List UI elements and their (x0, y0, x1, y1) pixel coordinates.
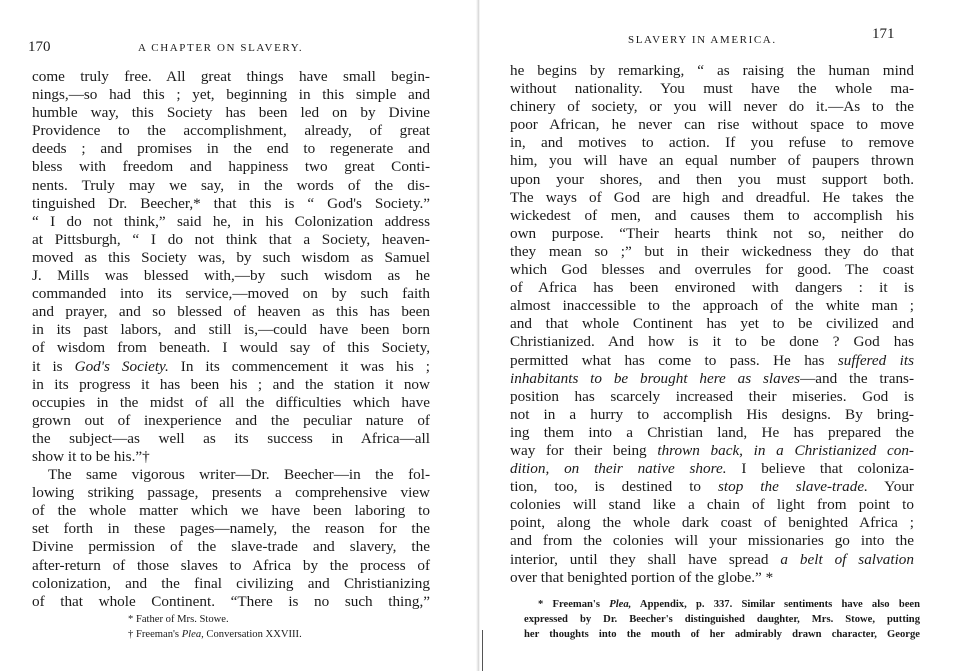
text-line: J. Mills was blessed with,—by such wisdom as he (32, 267, 430, 285)
text-line: the subject—as well as its success in Africa—all (32, 429, 430, 447)
text-line: position has scarcely increased their miseries. God is (510, 387, 914, 405)
italic-text: a belt of salvation (780, 550, 914, 568)
left-page (0, 0, 470, 671)
book-gutter (476, 0, 480, 671)
text-line: without nationality. You must have the whole ma- (510, 80, 914, 98)
footnote-father: * Father of Mrs. Stowe. (128, 614, 229, 625)
text-line: occupies in the midst of all the difficulties which have (32, 393, 430, 411)
text-line: and that whole Continent has yet to be civilized and (510, 315, 914, 333)
text-line: Divine permission of the slave-trade and slavery, the (32, 538, 430, 556)
text-run: Your (867, 478, 914, 496)
text-line: commanded into its service,—moved on by such faith (32, 285, 430, 303)
italic-text: thrown back, in a Christianized con- (657, 441, 914, 459)
italic-text: dition, on their native shore. (510, 460, 727, 478)
text-run: Appendix, p. 337. Similar sentiments have also been (631, 599, 921, 610)
text-line: bless with freedom and happiness two great Conti- (32, 158, 430, 176)
text-run: —and the trans- (800, 369, 915, 387)
text-line: in its past labors, and still is,—could have been born (32, 321, 430, 339)
text-line: tinguished Dr. Beecher,* that this is “ God's Society.” (32, 194, 430, 212)
text-line: poor African, he never can rise without space to move (510, 116, 914, 134)
italic-text: inhabitants to be brought here as slaves (510, 369, 801, 387)
text-line: which God blesses and overrules for good. The coast (510, 261, 914, 279)
text-line: in, and motives to action. If you refuse to remove (510, 134, 914, 152)
italic-text: God's Society. (74, 357, 169, 375)
text-line: The ways of God are high and dreadful. He takes the (510, 188, 914, 206)
text-line (510, 460, 914, 478)
text-line: point, along the whole dark coast of benighted Africa ; (510, 514, 914, 532)
text-line: of the whole matter which we have been laboring to (32, 502, 430, 520)
italic-text: Plea, (181, 629, 204, 640)
text-line (524, 597, 920, 612)
text-line (32, 358, 430, 376)
text-line: nings,—so had this ; yet, beginning in this simple and (32, 86, 430, 104)
text-line: colonization, and the final civilizing and Christianizing (32, 574, 430, 592)
text-line (510, 551, 914, 569)
text-line: upon your shores, and then you must support both. (510, 170, 914, 188)
left-body-text (32, 68, 430, 611)
text-line: moved as this Society was, by such wisdom as Samuel (32, 248, 430, 266)
text-line (510, 478, 914, 496)
text-run: way for their being (510, 441, 658, 459)
page-number-left: 170 (28, 39, 51, 55)
text-line: own purpose. “Their hearts think not so, neither do (510, 224, 914, 242)
text-line: not in a hurry to accomplish His designs. By bring- (510, 405, 914, 423)
italic-text: stop the slave-trade. (717, 478, 868, 496)
running-head-right: SLAVERY IN AMERICA. (628, 34, 777, 46)
text-line: of wisdom from beneath. I would say of this Society, (32, 339, 430, 357)
text-line (510, 352, 914, 370)
footnote-freemans-plea (128, 627, 302, 642)
text-line: lowing striking passage, presents a comprehensive view (32, 484, 430, 502)
text-run: it is (32, 357, 75, 375)
text-line: in its progress it has been his ; and the station it now (32, 375, 430, 393)
text-run: interior, until they shall have spread (510, 550, 781, 568)
text-run: Conversation XXVIII. (203, 629, 302, 640)
text-line: over that benighted portion of the globe.” * (510, 568, 774, 586)
gutter-mark (482, 630, 483, 671)
text-run: * Freeman's (538, 599, 610, 610)
text-line: The same vigorous writer—Dr. Beecher—in the fol- (48, 466, 430, 484)
text-line: almost inaccessible to the approach of the white man ; (510, 297, 914, 315)
text-line: him, you will have an equal number of paupers thrown (510, 152, 914, 170)
text-run: † Freeman's (128, 629, 182, 640)
text-line: deeds ; and promises in the end to regenerate and (32, 140, 430, 158)
text-run: I believe that coloniza- (726, 460, 915, 478)
text-line: after-return of those slaves to Africa by the process of (32, 556, 430, 574)
text-line: Christianized. And how is it to be done ? God has (510, 333, 914, 351)
text-line: “ I do not think,” said he, in his Colonization address (32, 212, 430, 230)
text-line: grown out of inexperience and the peculiar nature of (32, 411, 430, 429)
text-line: come truly free. All great things have small begin- (32, 68, 430, 85)
text-line: they mean so ;” but in their wickedness they do that (510, 242, 914, 260)
running-head-left: A CHAPTER ON SLAVERY. (138, 42, 304, 54)
text-line (510, 442, 914, 460)
italic-text: Plea, (609, 599, 632, 610)
text-line: and prayer, and so blessed of heaven as this has been (32, 303, 430, 321)
text-line: expressed by Dr. Beecher's distinguished daughter, Mrs. Stowe, putting (524, 614, 920, 625)
text-run: In its commencement it was his ; (168, 357, 430, 375)
text-run: tion, too, is destined to (510, 478, 718, 496)
text-line: her thoughts into the mouth of her admirably drawn character, George (524, 629, 920, 640)
text-line: set forth in these pages—namely, the reason for the (32, 520, 430, 538)
text-line: at Pittsburgh, “ I do not think that a Society, heaven- (32, 230, 430, 248)
text-line: he begins by remarking, “ as raising the human mind (510, 62, 914, 79)
text-line: colonies will stand like a chain of light from point to (510, 496, 914, 514)
text-line: of Africa has been environed with dangers : it is (510, 279, 914, 297)
text-line: nents. Truly may we say, in the words of the dis- (32, 176, 430, 194)
text-line: Providence to the accomplishment, already, of great (32, 122, 430, 140)
text-run: permitted what has come to pass. He has (510, 351, 838, 369)
italic-text: suffered its (837, 351, 915, 369)
text-line (510, 370, 914, 388)
text-line: chinery of society, or you will never do it.—As to the (510, 98, 914, 116)
right-body-text (510, 62, 914, 587)
text-line: of that whole Continent. “There is no such thing,” (32, 592, 430, 610)
page-number-right: 171 (872, 26, 895, 42)
right-page (484, 0, 980, 671)
text-line: and from the colonies will your missionaries go into the (510, 532, 914, 550)
text-line: wickedest of men, and causes them to accomplish his (510, 206, 914, 224)
text-line: ing them into a Christian land, He has prepared the (510, 423, 914, 441)
text-line: humble way, this Society has been led on by Divine (32, 104, 430, 122)
text-line: show it to be his.”† (32, 447, 150, 465)
footnote-right (524, 597, 920, 642)
